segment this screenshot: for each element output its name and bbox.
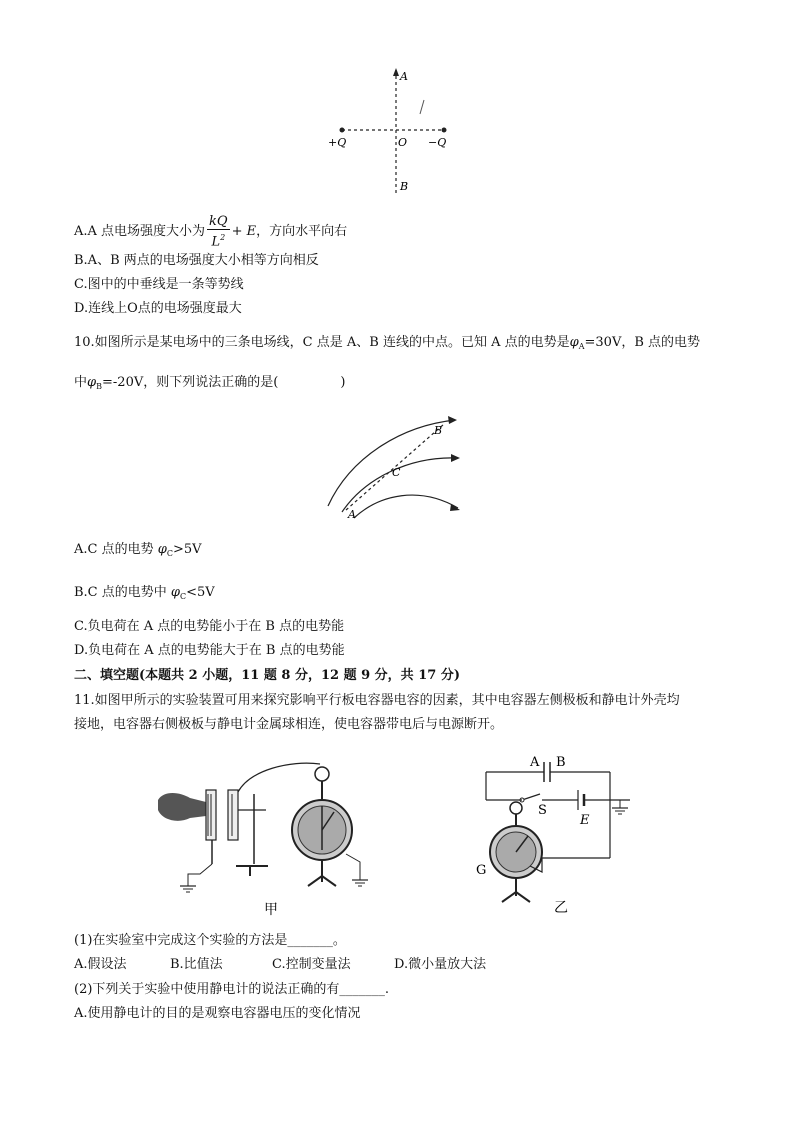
q11-sub1-option-a: A.假设法 (74, 957, 127, 972)
fig9-label-neg: −Q (428, 136, 447, 149)
q10-stem-text-a: 10.如图所示是某电场中的三条电场线，C 点是 A、B 连线的中点。已知 A 点的电势是 (74, 335, 570, 350)
hand-icon (158, 793, 206, 821)
q10-stem-text-c: 中 (74, 375, 88, 390)
fraction-numerator: kQ (209, 214, 228, 229)
q11-sub1: (1)在实验室中完成这个实验的方法是_______。 (74, 933, 346, 948)
q10-option-a (74, 541, 202, 563)
field-line-bottom (354, 495, 458, 518)
fig9-label-pos: +Q (328, 136, 347, 149)
phi-symbol: φ (170, 585, 181, 600)
q11-stem-line1: 11.如图甲所示的实验装置可用来探究影响平行板电容器电容的因素，其中电容器左侧极板和静电计外壳均 (74, 693, 680, 708)
phi-subscript-c: C (166, 549, 173, 558)
fig-yi-label-e: E (580, 813, 590, 828)
fig9-label-a: A (400, 70, 408, 83)
electroscope-ball (510, 802, 522, 814)
q9-figure (320, 62, 460, 202)
section-heading: 二、填空题(本题共 2 小题，11 题 8 分，12 题 9 分，共 17 分) (74, 668, 460, 683)
q10-stem-text-b: =30V，B 点的电势 (584, 335, 701, 350)
positive-charge (340, 128, 345, 133)
q10-option-b-text: B.C 点的电势中 (74, 585, 167, 600)
q9-option-a-suffix: ，方向水平向右 (256, 224, 348, 240)
q11-sub1-option-d: D.微小量放大法 (394, 957, 487, 972)
fig10-label-c: C (392, 466, 401, 479)
q11-sub1-option-c: C.控制变量法 (272, 957, 351, 972)
q9-option-b: B.A、B 两点的电场强度大小相等方向相反 (74, 253, 319, 268)
switch-icon (522, 794, 540, 800)
q10-option-a-value: >5V (172, 542, 202, 557)
q10-option-d: D.负电荷在 A 点的电势能大于在 B 点的电势能 (74, 643, 345, 658)
phi-symbol: φ (157, 542, 167, 557)
fig10-label-b: B (434, 424, 443, 437)
q11-sub1-options (74, 956, 486, 974)
q10-stem-text-d: =-20V，则下列说法正确的是( (102, 375, 279, 390)
phi-subscript-a: A (578, 342, 585, 351)
phi-subscript-c: C (180, 592, 187, 601)
q10-option-b (74, 584, 215, 606)
fraction (207, 214, 230, 249)
fig-jia-label: 甲 (264, 902, 278, 918)
fraction-denominator: L (211, 234, 221, 250)
q11-figure-jia (150, 750, 380, 920)
phi-subscript-b: B (96, 382, 103, 391)
q9-option-d: D.连线上O点的电场强度最大 (74, 301, 242, 316)
phi-symbol: φ (569, 335, 579, 350)
q10-stem-close-paren: ) (340, 375, 346, 390)
q10-option-a-text: A.C 点的电势 (74, 542, 154, 557)
phi-symbol: φ (87, 375, 97, 390)
q11-figure-yi (470, 750, 650, 920)
q11-sub2-option-a: A.使用静电计的目的是观察电容器电压的变化情况 (74, 1006, 361, 1021)
fig-yi-label-g: G (476, 863, 487, 878)
fraction-denominator-exponent: 2 (220, 233, 226, 242)
fig10-label-a: A (348, 508, 356, 521)
q11-sub1-option-b: B.比值法 (170, 957, 223, 972)
q11-sub2: (2)下列关于实验中使用静电计的说法正确的有_______. (74, 982, 390, 997)
q10-figure (320, 408, 470, 523)
electroscope-ball (315, 767, 329, 781)
q10-stem-line1 (74, 334, 700, 356)
q10-stem-line2 (74, 374, 345, 396)
q11-stem-line2: 接地，电容器右侧极板与静电计金属球相连，使电容器带电后与电源断开。 (74, 717, 504, 732)
q9-option-c: C.图中的中垂线是一条等势线 (74, 277, 244, 292)
q10-option-b-value: <5V (186, 585, 215, 600)
fig-yi-label-a: A (530, 755, 540, 770)
fig-yi-label-b: B (556, 755, 566, 770)
q9-option-a-prefix: A.A 点电场强度大小为 (74, 224, 206, 240)
fig-yi-label: 乙 (554, 900, 568, 916)
q9-option-a-plus-e: + E (231, 224, 257, 240)
fig9-label-o: O (398, 136, 408, 149)
fig-yi-label-s: S (538, 803, 547, 818)
negative-charge (442, 128, 447, 133)
q10-option-c: C.负电荷在 A 点的电势能小于在 B 点的电势能 (74, 619, 345, 634)
right-plate (228, 790, 238, 840)
fig9-label-b: B (400, 180, 409, 193)
q9-option-a (74, 214, 347, 249)
